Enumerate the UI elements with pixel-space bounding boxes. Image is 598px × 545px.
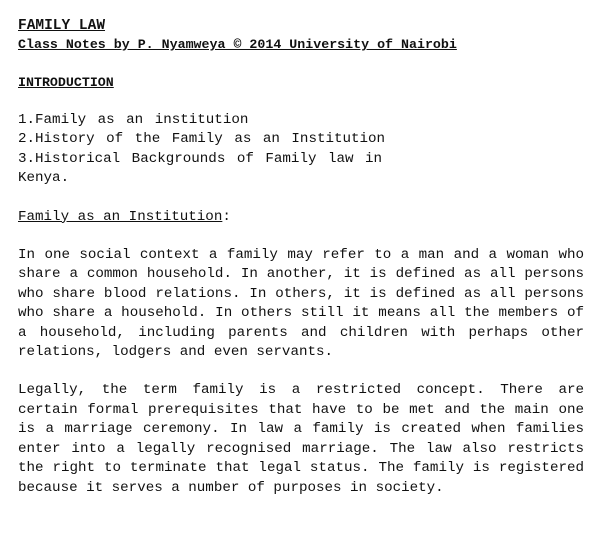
document-title: FAMILY LAW (18, 18, 106, 34)
section-heading-introduction: INTRODUCTION (18, 75, 114, 90)
contents-item: 2.History of the Family as an Institution (18, 131, 386, 148)
body-paragraph-1: In one social context a family may refer to a man and a woman who share a common household. In another, it is defined as all persons who share blood relations. In others, it is defined as all persons who share a household. In others still it means all the members of a household, including parents and children with perhaps other relations, lodgers and even servants. (18, 247, 584, 361)
document-subtitle: Class Notes by P. Nyamweya © 2014 University of Nairobi (18, 37, 457, 52)
contents-item: 1.Family as an institution (18, 112, 249, 128)
subsection-colon: : (222, 208, 231, 225)
document-page (18, 18, 586, 498)
subsection-heading (18, 208, 586, 227)
contents-item: 3.Historical Backgrounds of Family law in (18, 150, 383, 167)
subsection-title: Family as an Institution (18, 208, 223, 225)
contents-item-continuation: Kenya. (18, 170, 70, 187)
body-paragraph-2: Legally, the term family is a restricted concept. There are certain formal prerequisites that have to be met and the main one is a marriage ceremony. In law a family is created when families enter into a legally recognised marriage. The law also restricts the right to terminate that legal status. The family is registered because it serves a number of purposes in society. (18, 382, 584, 496)
contents-list (18, 111, 586, 189)
